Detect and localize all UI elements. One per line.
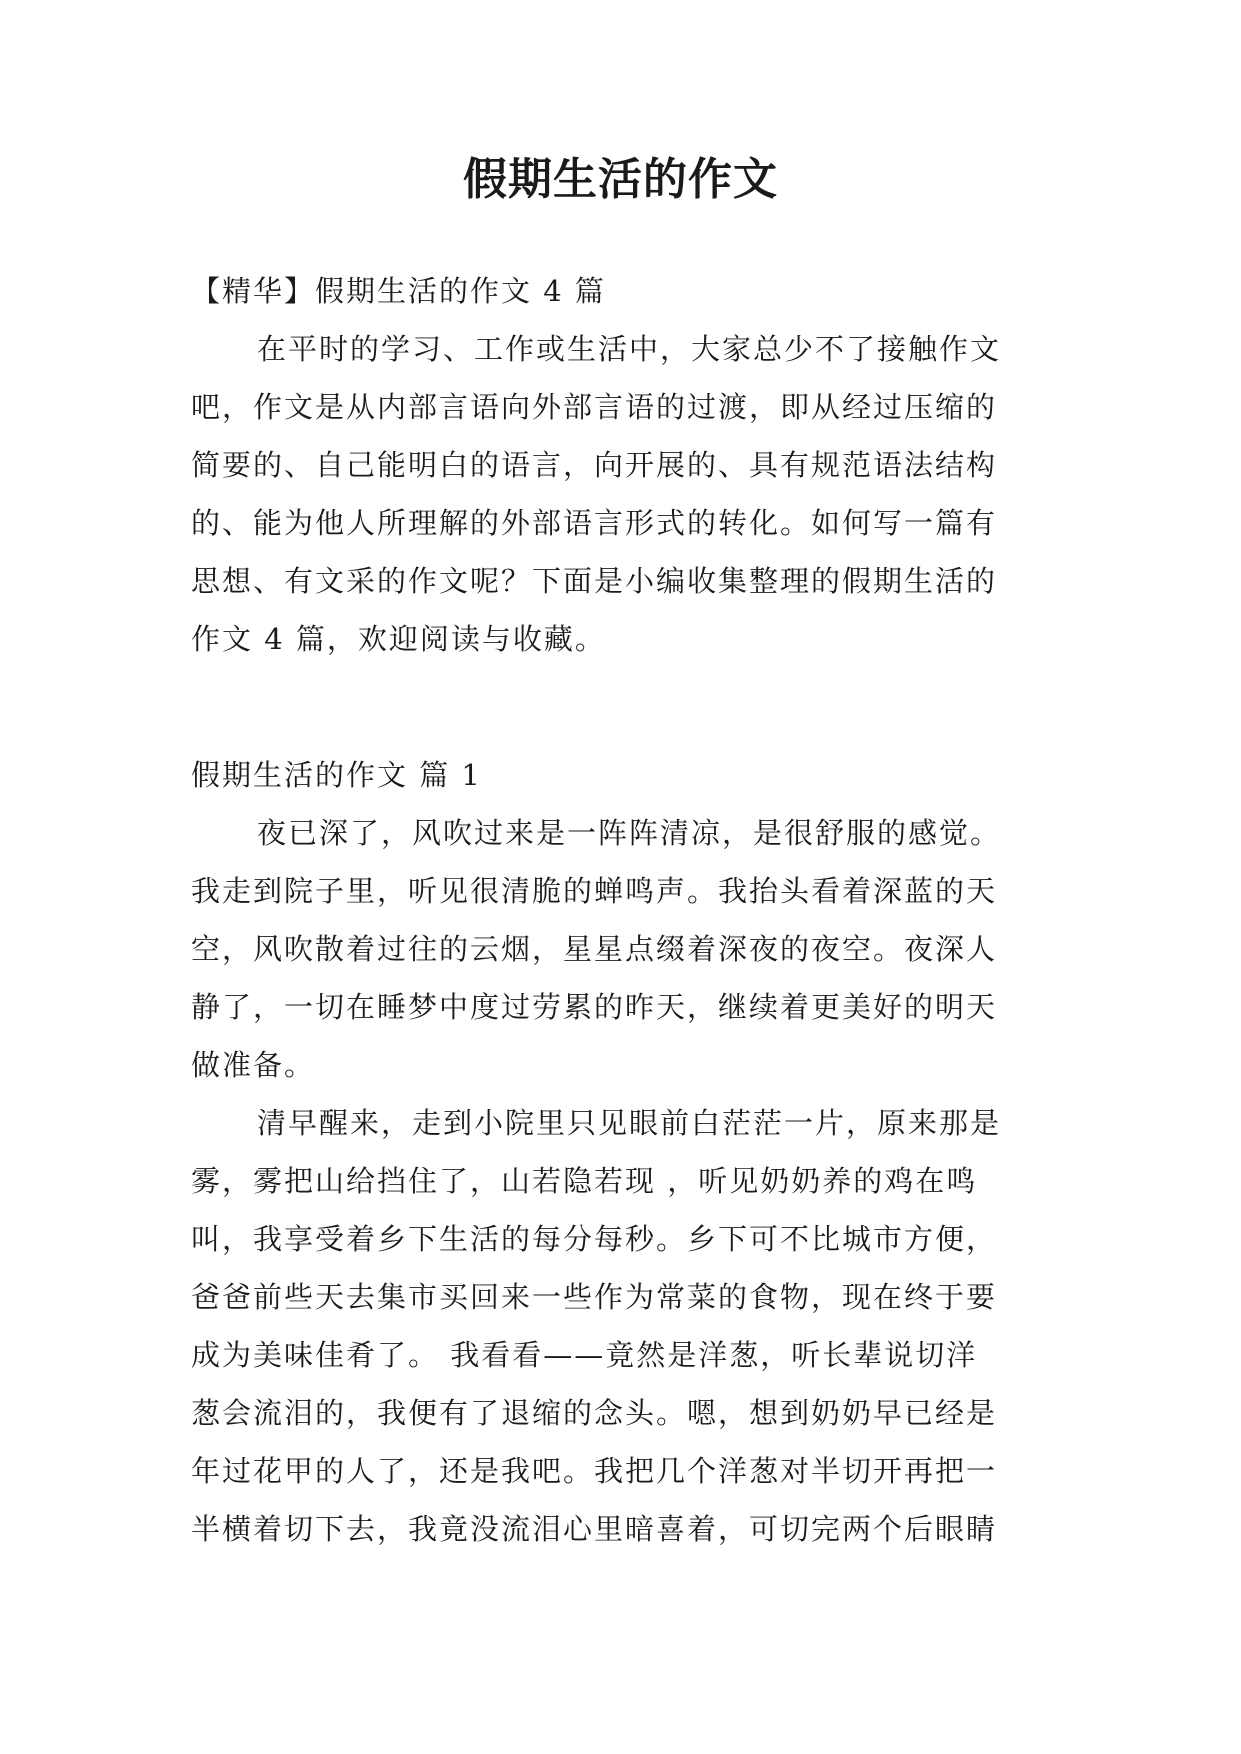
paragraph-line: 静了，一切在睡梦中度过劳累的昨天，继续着更美好的明天 <box>191 990 998 1024</box>
document-body-top <box>191 262 1061 668</box>
document-title: 假期生活的作文 <box>463 154 778 205</box>
intro-line: 在平时的学习、工作或生活中，大家总少不了接触作文 <box>257 332 1002 366</box>
section-heading: 假期生活的作文 篇 1 <box>191 758 482 792</box>
paragraph-line: 爸爸前些天去集市买回来一些作为常菜的食物，现在终于要 <box>191 1280 998 1314</box>
paragraph-line: 半横着切下去，我竟没流泪心里暗喜着，可切完两个后眼睛 <box>191 1512 998 1546</box>
intro-line: 作文 4 篇，欢迎阅读与收藏。 <box>191 622 606 656</box>
document-body-section <box>191 746 1061 1558</box>
intro-line: 吧，作文是从内部言语向外部言语的过渡，即从经过压缩的 <box>191 390 998 424</box>
subtitle-line: 【精华】假期生活的作文 4 篇 <box>191 274 606 308</box>
paragraph-line: 夜已深了，风吹过来是一阵阵清凉，是很舒服的感觉。 <box>257 816 1002 850</box>
paragraph-line: 做准备。 <box>191 1048 316 1082</box>
paragraph-line: 空，风吹散着过往的云烟，星星点缀着深夜的夜空。夜深人 <box>191 932 998 966</box>
intro-line: 简要的、自己能明白的语言，向开展的、具有规范语法结构 <box>191 448 998 482</box>
paragraph-line: 我走到院子里，听见很清脆的蝉鸣声。我抬头看着深蓝的天 <box>191 874 998 908</box>
paragraph-line: 清早醒来，走到小院里只见眼前白茫茫一片，原来那是 <box>257 1106 1002 1140</box>
paragraph-line: 年过花甲的人了，还是我吧。我把几个洋葱对半切开再把一 <box>191 1454 998 1488</box>
intro-line: 思想、有文采的作文呢？下面是小编收集整理的假期生活的 <box>191 564 998 598</box>
intro-line: 的、能为他人所理解的外部语言形式的转化。如何写一篇有 <box>191 506 998 540</box>
paragraph-line: 雾，雾把山给挡住了，山若隐若现 ，听见奶奶养的鸡在鸣 <box>191 1164 978 1198</box>
paragraph-line: 葱会流泪的，我便有了退缩的念头。嗯，想到奶奶早已经是 <box>191 1396 998 1430</box>
paragraph-line: 成为美味佳肴了。 我看看——竟然是洋葱，听长辈说切洋 <box>191 1338 978 1372</box>
paragraph-line: 叫，我享受着乡下生活的每分每秒。乡下可不比城市方便， <box>191 1222 998 1256</box>
